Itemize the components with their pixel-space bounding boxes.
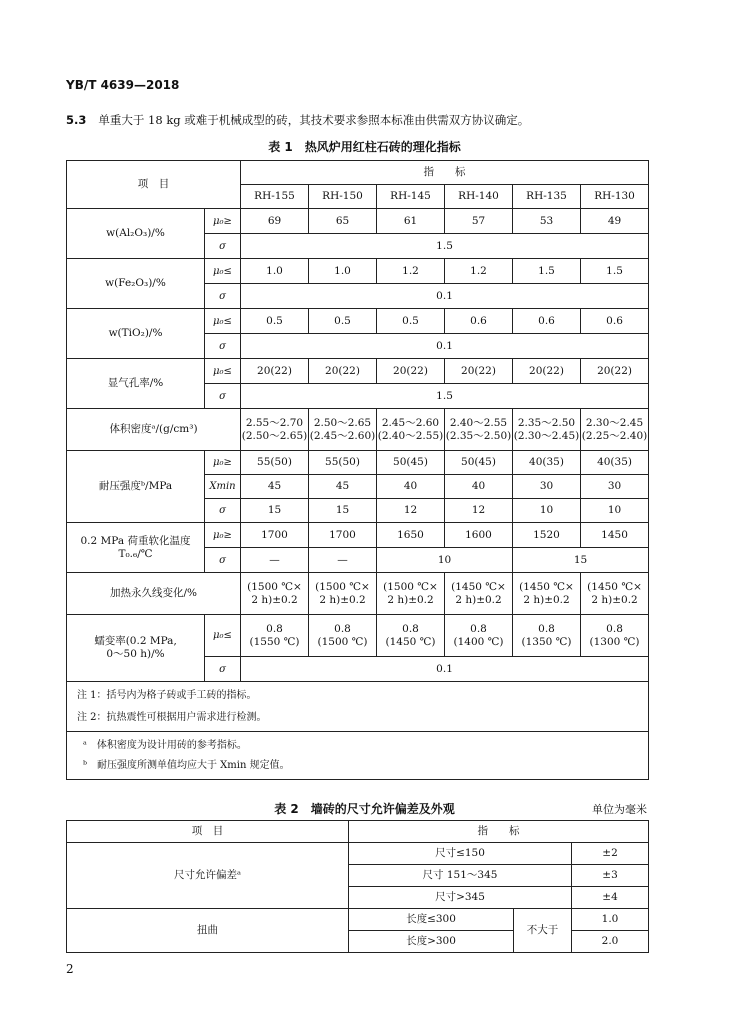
cell: 40(35) — [581, 451, 649, 475]
footnote-a: ᵃ 体积密度为设计用砖的参考指标。 — [83, 739, 247, 751]
row-label-density: 体积密度ᵃ/(g/cm³) — [67, 409, 241, 451]
note-2: 注 2：抗热震性可根据用户需求进行检测。 — [77, 711, 267, 723]
density-value-alt: (2.45～2.60) — [309, 429, 376, 442]
density-value-alt: (2.25～2.40) — [581, 429, 648, 442]
cell — [513, 409, 581, 451]
creep-value: 0.8 — [470, 622, 487, 635]
cell: 0.1 — [241, 657, 649, 682]
creep-temp: (1450 ℃) — [385, 635, 436, 648]
grade-header: RH-140 — [445, 185, 513, 209]
warp-label: 扭曲 — [67, 909, 349, 953]
cell: 10 — [513, 499, 581, 523]
cell: 1650 — [377, 523, 445, 548]
plc-line1: (1500 ℃× — [383, 580, 438, 593]
page-number: 2 — [66, 962, 74, 976]
cell — [581, 573, 649, 615]
cell — [309, 573, 377, 615]
plc-line2: 2 h)±0.2 — [591, 593, 638, 606]
cell: 0.6 — [581, 309, 649, 334]
creep-temp: (1300 ℃) — [589, 635, 640, 648]
cell: 12 — [445, 499, 513, 523]
creep-label-line1: 蠕变率(0.2 MPa, — [94, 635, 177, 647]
cell: 0.5 — [309, 309, 377, 334]
cell — [445, 615, 513, 657]
mu-symbol: μ₀≥ — [205, 451, 241, 475]
tolerance-condition: 尺寸 151～345 — [349, 865, 572, 887]
cell — [581, 615, 649, 657]
tolerance-condition: 尺寸≤150 — [349, 843, 572, 865]
plc-line2: 2 h)±0.2 — [387, 593, 434, 606]
creep-value: 0.8 — [402, 622, 419, 635]
cell: 53 — [513, 209, 581, 234]
cell: 0.5 — [377, 309, 445, 334]
density-value-alt: (2.35～2.50) — [445, 429, 512, 442]
cell: 1700 — [241, 523, 309, 548]
creep-value: 0.8 — [538, 622, 555, 635]
clause-number: 5.3 — [66, 113, 87, 127]
cell: 1.0 — [309, 259, 377, 284]
density-value: 2.55～2.70 — [245, 416, 304, 429]
table1-item-header: 项 目 — [67, 161, 241, 209]
cell: 30 — [513, 475, 581, 499]
cell: 40 — [445, 475, 513, 499]
clause-5-3 — [66, 112, 529, 128]
warp-value: 2.0 — [572, 931, 649, 953]
row-label-ccs: 耐压强度ᵇ/MPa — [67, 451, 205, 523]
sigma-symbol: σ — [205, 234, 241, 259]
creep-temp: (1500 ℃) — [317, 635, 368, 648]
clause-text: 单重大于 18 kg 或难于机械成型的砖，其技术要求参照本标准由供需双方协议确定。 — [98, 113, 530, 127]
cell: 0.6 — [513, 309, 581, 334]
warp-value: 1.0 — [572, 909, 649, 931]
tolerance-value: ±3 — [572, 865, 649, 887]
cell — [445, 409, 513, 451]
cell: 20(22) — [309, 359, 377, 384]
rul-label-line1: 0.2 MPa 荷重软化温度 — [80, 534, 191, 547]
density-value: 2.50～2.65 — [313, 416, 372, 429]
grade-header: RH-135 — [513, 185, 581, 209]
grade-header: RH-155 — [241, 185, 309, 209]
table2 — [66, 820, 649, 953]
cell: 30 — [581, 475, 649, 499]
row-label-plc: 加热永久线变化/% — [67, 573, 241, 615]
plc-line1: (1450 ℃× — [587, 580, 642, 593]
cell: 1700 — [309, 523, 377, 548]
warp-condition: 长度≤300 — [349, 909, 514, 931]
density-value-alt: (2.40～2.55) — [377, 429, 444, 442]
sigma-symbol: σ — [205, 384, 241, 409]
mu-symbol: μ₀≤ — [205, 359, 241, 384]
plc-line1: (1450 ℃× — [519, 580, 574, 593]
note-1: 注 1：括号内为格子砖或手工砖的指标。 — [77, 689, 257, 701]
cell: 20(22) — [513, 359, 581, 384]
cell: 55(50) — [241, 451, 309, 475]
plc-line1: (1450 ℃× — [451, 580, 506, 593]
cell: 1450 — [581, 523, 649, 548]
cell — [309, 615, 377, 657]
plc-line2: 2 h)±0.2 — [455, 593, 502, 606]
cell: 12 — [377, 499, 445, 523]
cell — [377, 615, 445, 657]
plc-line2: 2 h)±0.2 — [251, 593, 298, 606]
tolerance-value: ±4 — [572, 887, 649, 909]
grade-header: RH-130 — [581, 185, 649, 209]
mu-symbol: μ₀≥ — [205, 523, 241, 548]
not-more-than: 不大于 — [514, 909, 572, 953]
cell: 40(35) — [513, 451, 581, 475]
cell: 20(22) — [581, 359, 649, 384]
cell — [377, 409, 445, 451]
mu-symbol: μ₀≤ — [205, 259, 241, 284]
cell: 61 — [377, 209, 445, 234]
grade-header: RH-150 — [309, 185, 377, 209]
mu-symbol: μ₀≤ — [205, 309, 241, 334]
cell: 45 — [309, 475, 377, 499]
cell: 1600 — [445, 523, 513, 548]
plc-line1: (1500 ℃× — [247, 580, 302, 593]
creep-value: 0.8 — [606, 622, 623, 635]
footnote-b: ᵇ 耐压强度所测单值均应大于 Xmin 规定值。 — [83, 759, 290, 771]
cell: 50(45) — [377, 451, 445, 475]
cell — [445, 573, 513, 615]
creep-temp: (1350 ℃) — [521, 635, 572, 648]
creep-label-line2: 0～50 h)/% — [106, 648, 165, 660]
creep-value: 0.8 — [334, 622, 351, 635]
density-value: 2.40～2.55 — [449, 416, 508, 429]
cell: 1.5 — [513, 259, 581, 284]
sigma-symbol: σ — [205, 499, 241, 523]
cell: 1.5 — [241, 234, 649, 259]
cell — [377, 573, 445, 615]
cell: 45 — [241, 475, 309, 499]
cell: 20(22) — [241, 359, 309, 384]
row-label-fe2o3: w(Fe₂O₃)/% — [67, 259, 205, 309]
row-label-al2o3: w(Al₂O₃)/% — [67, 209, 205, 259]
table1-caption: 表 1 热风炉用红柱石砖的理化指标 — [268, 140, 461, 154]
cell: 57 — [445, 209, 513, 234]
table1 — [66, 160, 649, 780]
grade-header: RH-145 — [377, 185, 445, 209]
cell: — — [241, 548, 309, 573]
cell: 65 — [309, 209, 377, 234]
rul-label-line2: T₀.₆/℃ — [118, 547, 153, 560]
table2-caption: 表 2 墙砖的尺寸允许偏差及外观 — [274, 802, 455, 816]
cell: 55(50) — [309, 451, 377, 475]
cell — [241, 409, 309, 451]
warp-condition: 长度>300 — [349, 931, 514, 953]
row-label-porosity: 显气孔率/% — [67, 359, 205, 409]
table1-index-header: 指 标 — [241, 161, 649, 185]
table1-footnotes — [67, 732, 649, 780]
row-label-creep — [67, 615, 205, 682]
mu-symbol: μ₀≥ — [205, 209, 241, 234]
sigma-symbol: σ — [205, 657, 241, 682]
density-value: 2.45～2.60 — [381, 416, 440, 429]
cell: 50(45) — [445, 451, 513, 475]
xmin-symbol: Xmin — [205, 475, 241, 499]
cell: 15 — [309, 499, 377, 523]
cell — [309, 409, 377, 451]
cell: 10 — [581, 499, 649, 523]
cell: — — [309, 548, 377, 573]
plc-line2: 2 h)±0.2 — [523, 593, 570, 606]
sigma-symbol: σ — [205, 284, 241, 309]
cell: 1.2 — [445, 259, 513, 284]
creep-value: 0.8 — [266, 622, 283, 635]
cell: 0.1 — [241, 334, 649, 359]
table2-unit: 单位为毫米 — [592, 803, 647, 816]
cell: 10 — [377, 548, 513, 573]
cell: 1.5 — [241, 384, 649, 409]
cell: 15 — [241, 499, 309, 523]
tolerance-value: ±2 — [572, 843, 649, 865]
cell: 0.1 — [241, 284, 649, 309]
cell: 1.2 — [377, 259, 445, 284]
cell — [513, 573, 581, 615]
mu-symbol: μ₀≤ — [205, 615, 241, 657]
tolerance-label: 尺寸允许偏差ᵃ — [67, 843, 349, 909]
table2-item-header: 项 目 — [67, 821, 349, 843]
cell — [241, 573, 309, 615]
sigma-symbol: σ — [205, 548, 241, 573]
cell: 0.5 — [241, 309, 309, 334]
sigma-symbol: σ — [205, 334, 241, 359]
density-value-alt: (2.50～2.65) — [241, 429, 308, 442]
cell — [241, 615, 309, 657]
creep-temp: (1400 ℃) — [453, 635, 504, 648]
cell — [581, 409, 649, 451]
cell: 1.0 — [241, 259, 309, 284]
cell: 20(22) — [445, 359, 513, 384]
tolerance-condition: 尺寸>345 — [349, 887, 572, 909]
cell: 1.5 — [581, 259, 649, 284]
density-value: 2.30～2.45 — [585, 416, 644, 429]
cell: 49 — [581, 209, 649, 234]
standard-number: YB/T 4639—2018 — [66, 78, 180, 92]
cell: 15 — [513, 548, 649, 573]
cell: 40 — [377, 475, 445, 499]
cell — [513, 615, 581, 657]
table1-notes — [67, 682, 649, 732]
table2-index-header: 指 标 — [349, 821, 649, 843]
creep-temp: (1550 ℃) — [249, 635, 300, 648]
cell: 0.6 — [445, 309, 513, 334]
plc-line2: 2 h)±0.2 — [319, 593, 366, 606]
plc-line1: (1500 ℃× — [315, 580, 370, 593]
cell: 1520 — [513, 523, 581, 548]
cell: 69 — [241, 209, 309, 234]
row-label-tio2: w(TiO₂)/% — [67, 309, 205, 359]
density-value: 2.35～2.50 — [517, 416, 576, 429]
cell: 20(22) — [377, 359, 445, 384]
row-label-rul — [67, 523, 205, 573]
density-value-alt: (2.30～2.45) — [513, 429, 580, 442]
